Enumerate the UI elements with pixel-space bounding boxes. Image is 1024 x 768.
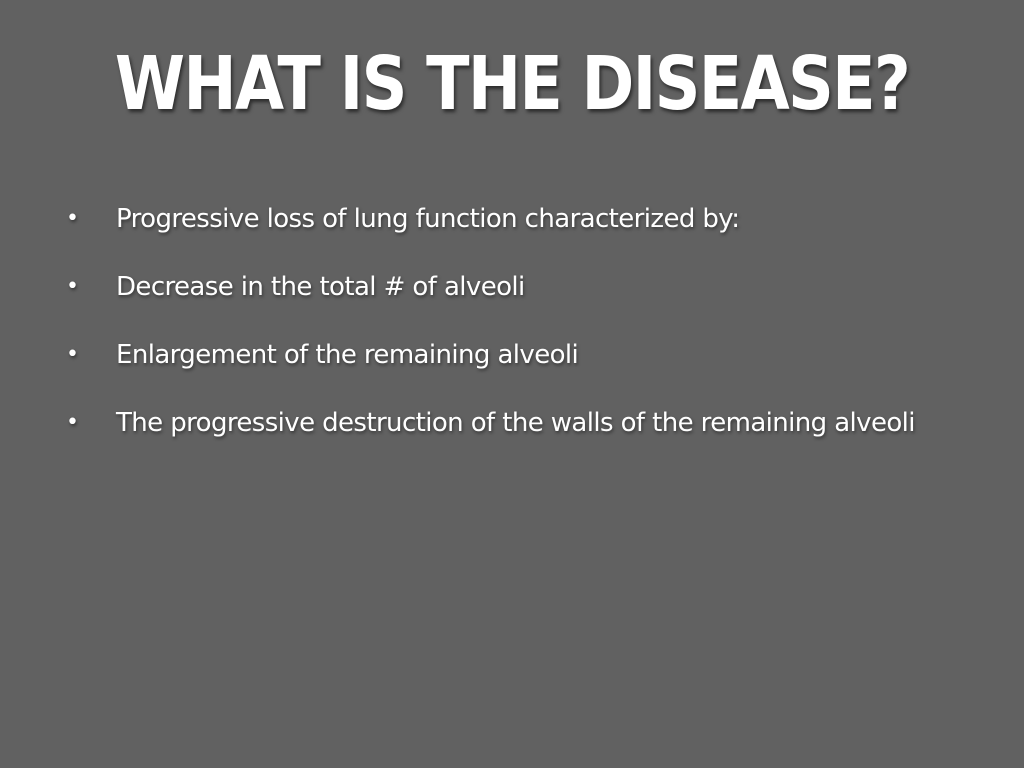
slide-title: WHAT IS THE DISEASE? [114, 41, 910, 127]
bullet-marker: • [66, 410, 79, 435]
bullet-text: Decrease in the total # of alveoli [116, 272, 525, 302]
bullet-marker: • [66, 342, 79, 367]
bullet-text: The progressive destruction of the walls of the remaining alveoli [116, 408, 915, 438]
bullet-text: Progressive loss of lung function characterized by: [116, 204, 740, 234]
bullet-text: Enlargement of the remaining alveoli [116, 340, 579, 370]
bullet-marker: • [66, 274, 79, 299]
bullet-marker: • [66, 206, 79, 231]
